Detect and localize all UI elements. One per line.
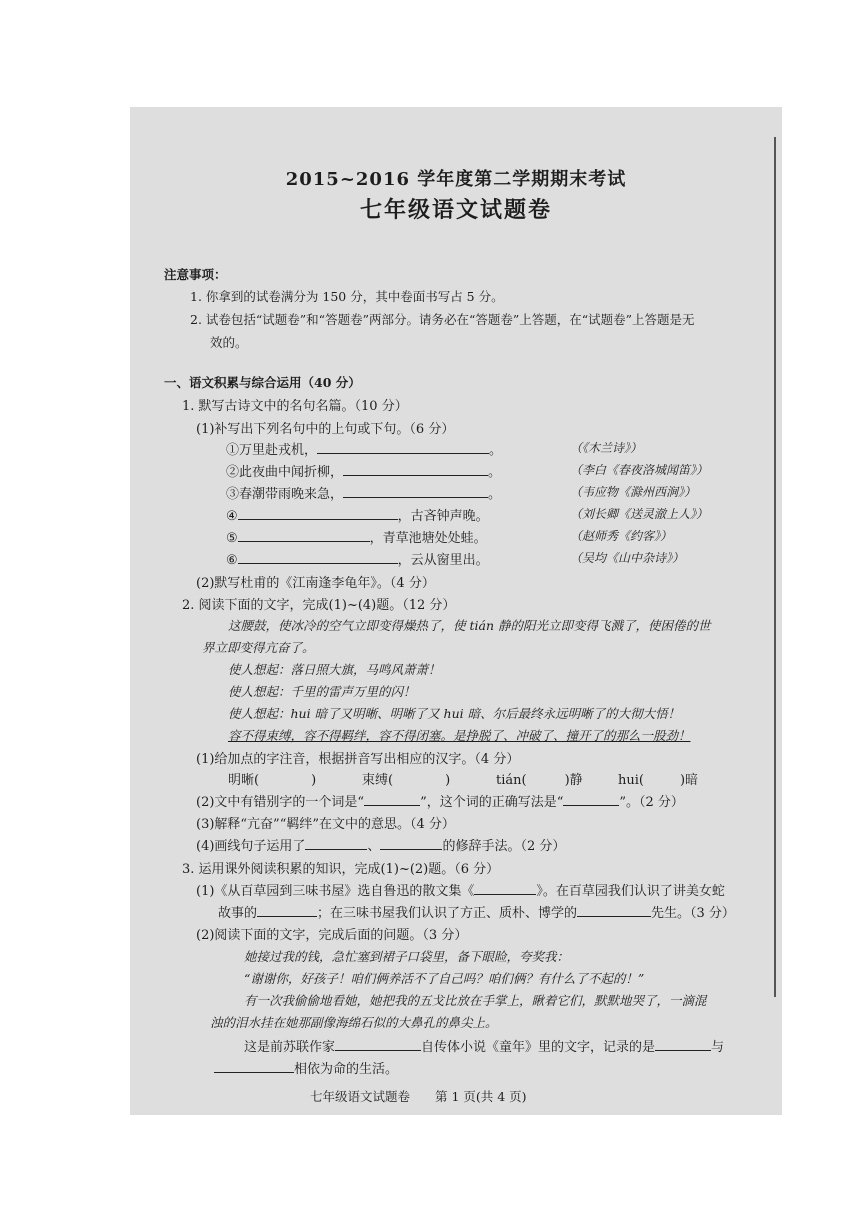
- passage-line-1-cont: 界立即变得亢奋了。: [202, 640, 315, 655]
- poem-line-3: ③春潮带雨晚来急， 。: [226, 487, 502, 502]
- pinyin-row-c: tián( )静: [496, 773, 583, 788]
- passage-line-3: 使人想起：千里的雷声万里的闪！: [228, 684, 416, 699]
- question-3-2-fill: 这是前苏联作家 自传体小说《童年》里的文字，记录的是 与: [244, 1040, 725, 1055]
- question-2-4: (4)画线句子运用了 、 的修辞手法。（2 分）: [196, 839, 566, 854]
- question-3-2: (2)阅读下面的文字，完成后面的问题。（3 分）: [196, 928, 468, 943]
- passage-line-2: 使人想起：落日照大旗，马鸣风萧萧！: [228, 662, 441, 677]
- passage-line-1: 这腰鼓，使冰冷的空气立即变得燥热了，使 tián 静的阳光立即变得飞溅了，使困倦的世: [228, 618, 711, 633]
- question-2-1: (1)给加点的字注音，根据拼音写出相应的汉字。（4 分）: [196, 752, 520, 767]
- pinyin-row-d: hui( )暗: [618, 773, 699, 788]
- excerpt-line-1: 她接过我的钱，急忙塞到裙子口袋里，备下眼睑，夸奖我：: [244, 949, 570, 964]
- excerpt-line-2: “谢谢你，好孩子！咱们俩养活不了自己吗？咱们俩？有什么了不起的！”: [244, 971, 645, 986]
- passage-line-4: 使人想起：hui 暗了又明晰、明晰了又 hui 暗、尔后最终永远明晰了的大彻大悟！: [228, 706, 681, 721]
- excerpt-line-3: 有一次我偷偷地看她，她把我的五戈比放在手掌上，瞅着它们，默默地哭了，一滴混: [244, 993, 707, 1008]
- poem-line-2: ②此夜曲中闻折柳， 。: [226, 465, 502, 480]
- poem-line-5: ⑤ ，青草池塘处处蛙。: [226, 531, 487, 546]
- question-3-2-fill-cont: 相依为命的生活。: [214, 1058, 398, 1077]
- question-3-1-cont: 故事的 ；在三味书屋我们认识了方正、质朴、博学的 先生。（3 分）: [218, 906, 735, 921]
- exam-sheet: [130, 107, 782, 1115]
- question-3: 3. 运用课外阅读积累的知识，完成(1)~(2)题。（6 分）: [182, 862, 500, 877]
- poem-source-5: （赵师秀《约客》）: [570, 529, 673, 543]
- page-footer: 七年级语文试题卷 第 1 页(共 4 页): [310, 1089, 527, 1104]
- poem-source-2: （李白《春夜洛城闻笛》）: [570, 463, 709, 477]
- poem-source-1: （《木兰诗》）: [570, 441, 643, 455]
- excerpt-line-4: 浊的泪水挂在她那副像海绵石似的大鼻孔的鼻尖上。: [210, 1015, 498, 1030]
- passage-line-5-underlined: 容不得束缚，容不得羁绊，容不得闭塞。是挣脱了、冲破了、撞开了的那么一股劲！: [228, 728, 691, 743]
- exam-subtitle: 七年级语文试题卷: [359, 197, 552, 223]
- poem-line-6: ⑥ ，云从窗里出。: [226, 553, 489, 568]
- pinyin-row-b: 束缚( ): [362, 773, 451, 788]
- poem-line-1: ①万里赴戎机， 。: [226, 443, 503, 458]
- notes-item-1: 1. 你拿到的试卷满分为 150 分，其中卷面书写占 5 分。: [190, 289, 504, 304]
- poem-source-6: （吴均《山中杂诗》）: [570, 551, 685, 565]
- poem-line-4: ④ ，古吝钟声晚。: [226, 509, 489, 524]
- exam-title: 2015~2016 学年度第二学期期末考试: [285, 169, 627, 190]
- notes-heading: 注意事项：: [164, 267, 227, 282]
- section-1-heading: 一、语文积累与综合运用（40 分）: [164, 375, 361, 390]
- poem-source-4: （刘长卿《送灵澈上人》）: [570, 507, 709, 521]
- question-1: 1. 默写古诗文中的名句名篇。（10 分）: [182, 399, 408, 414]
- question-1-1: (1)补写出下列名句中的上句或下句。（6 分）: [196, 422, 455, 437]
- pinyin-row: 明晰( ): [228, 773, 317, 788]
- notes-item-2-cont: 效的。: [210, 335, 248, 350]
- poem-source-3: （韦应物《滁州西涧》）: [570, 485, 697, 499]
- notes-item-2: 2. 试卷包括“试题卷”和“答题卷”两部分。请务必在“答题卷”上答题，在“试题卷”上答题是无: [190, 312, 695, 327]
- question-2-2: (2)文中有错别字的一个词是“ ”，这个词的正确写法是“ ”。（2 分）: [196, 795, 684, 810]
- question-3-1: (1)《从百草园到三味书屋》选自鲁迅的散文集《 》。在百草园我们认识了讲美女蛇: [196, 884, 725, 899]
- question-1-2: (2)默写杜甫的《江南逢李龟年》。（4 分）: [196, 576, 435, 591]
- question-2: 2. 阅读下面的文字，完成(1)~(4)题。（12 分）: [182, 598, 456, 613]
- question-2-3: (3)解释“亢奋”“羁绊”在文中的意思。（4 分）: [196, 817, 455, 832]
